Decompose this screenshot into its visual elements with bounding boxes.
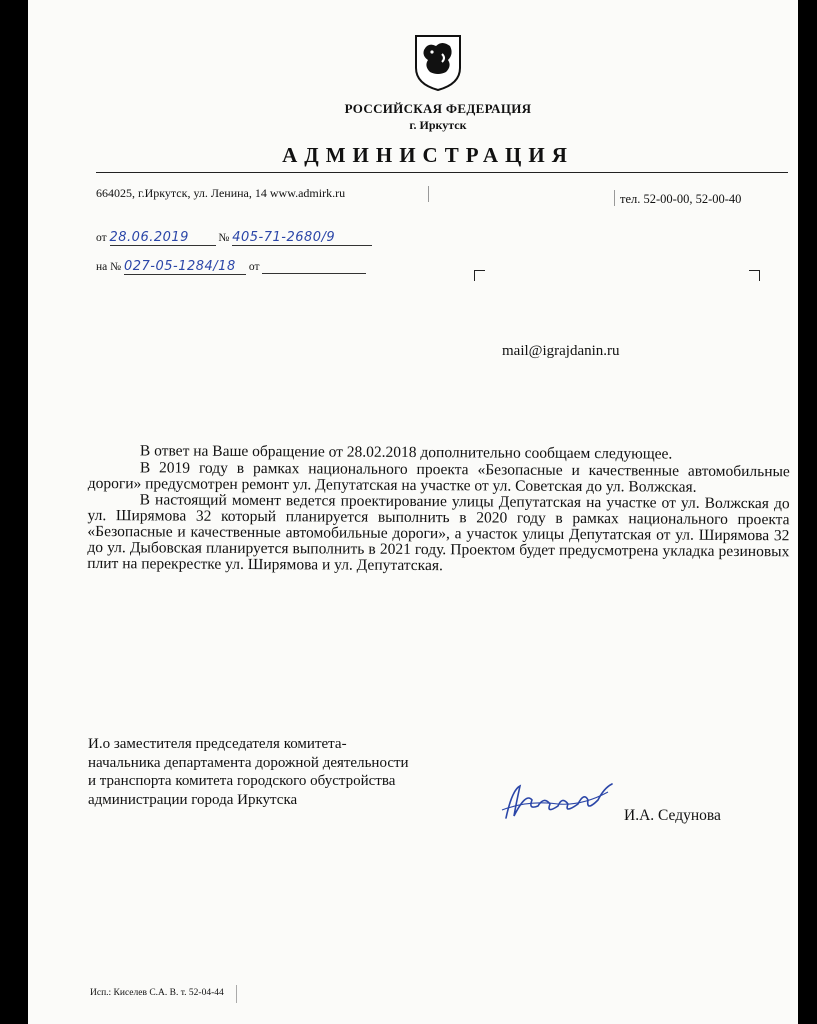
signer-line: начальника департамента дорожной деятельности <box>88 754 409 771</box>
signer-name: И.А. Седунова <box>624 807 721 824</box>
reply-date-blank <box>262 261 366 274</box>
reply-number: 027-05-1284/18 <box>124 259 246 275</box>
handwritten-signature <box>498 770 618 830</box>
recipient-email: mail@igrajdanin.ru <box>502 343 620 359</box>
body-paragraph: В 2019 году в рамках национального проекта «Безопасные и качественные автомобильные дороги» предусмотрен ремонт ул. Депутатская на участке от ул. Советская до ул. Волжская. <box>87 459 790 496</box>
body-paragraph: В настоящий момент ведется проектирование улицы Депутатская на участке от ул. Волжская до ул. Ширямова 32 который планируется выполнить в 2020 году в рамках национального проекта «Безопасные и качественные автомобильные дороги», а участок улицы Депутатская от ул. Ширямова 32 до ул. Дыбовская планируется выполнить в 2021 году. Проектом будет предусмотрена укладка резиновых плит на перекрестке ул. Ширямова и ул. Депутатская. <box>87 491 790 574</box>
coat-of-arms-icon <box>412 32 464 92</box>
executor-info: Исп.: Киселев С.А. В. т. 52-04-44 <box>90 988 224 998</box>
number-label: № <box>218 232 230 244</box>
city-name: г. Иркутск <box>409 118 467 132</box>
body-paragraph: В ответ на Ваше обращение от 28.02.2018 дополнительно сообщаем следующее. <box>139 442 673 463</box>
letter-body <box>87 443 790 577</box>
incoming-reference <box>96 259 366 275</box>
phone-separator <box>614 190 615 206</box>
executor-separator <box>236 985 237 1003</box>
sender-phone: тел. 52-00-00, 52-00-40 <box>620 192 742 206</box>
country-name: РОССИЙСКАЯ ФЕДЕРАЦИЯ <box>344 101 532 116</box>
address-block-corner-right <box>749 270 760 281</box>
signer-position <box>88 735 409 809</box>
address-separator <box>428 186 429 202</box>
reply-number-label: на № <box>96 261 122 273</box>
date-label: от <box>96 232 107 244</box>
outgoing-number: 405-71-2680/9 <box>232 230 372 246</box>
sender-address: 664025, г.Иркутск, ул. Ленина, 14 www.admirk.ru <box>96 186 346 200</box>
outgoing-date: 28.06.2019 <box>110 230 216 246</box>
letterhead-divider <box>96 172 788 173</box>
signer-line: И.о заместителя председателя комитета- <box>88 736 347 752</box>
signer-line: администрации города Иркутска <box>88 791 298 808</box>
signer-line: и транспорта комитета городского обустройства <box>88 773 396 790</box>
address-block-corner-left <box>474 270 485 281</box>
letterhead-title: АДМИНИСТРАЦИЯ <box>282 143 574 167</box>
letter-sheet <box>28 0 798 1024</box>
reply-date-label: от <box>248 261 260 273</box>
outgoing-registration <box>96 230 372 246</box>
